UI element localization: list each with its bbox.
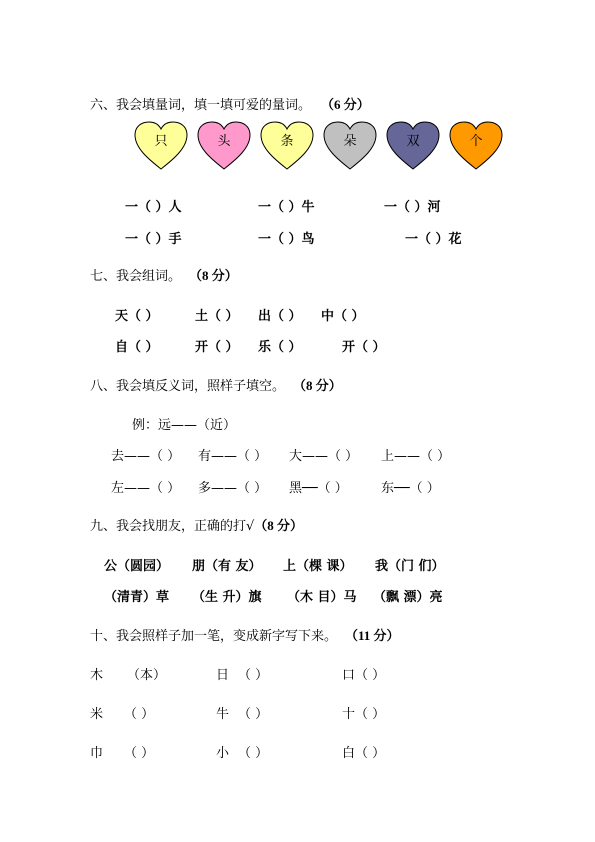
section-7-score: （8 分） [189,268,238,283]
s7-item-5: 自（ ） [115,340,159,355]
s8-item-8: 东──（ ） [381,481,440,496]
s7-item-7: 乐（ ） [258,340,302,355]
s7-item-3: 出（ ） [258,309,302,324]
s7-item-8: 开（ ） [342,340,386,355]
s10-item-6: 十（ ） [342,707,386,722]
s8-item-7: 黑──（ ） [289,481,348,496]
s6-item-6: 一（ ）花 [405,232,462,247]
section-9-title-text: 九、我会找朋友，正确的打√ [90,519,255,534]
heart-label: 头 [217,134,231,149]
s10-char-1: 木 [90,668,104,683]
s9-item-6: （生 升）旗 [192,590,262,605]
s9-item-1: 公（圆园） [104,559,170,574]
s10-char-2: 日 [216,668,230,683]
s10-answer-2: （ ） [238,668,269,683]
s10-answer-7: （ ） [124,746,155,761]
s9-item-5: （清青）草 [104,590,170,605]
s8-item-6: 多——（ ） [198,481,268,496]
section-10-score: （11 分） [345,628,400,643]
s9-item-2: 朋（有 友） [192,559,262,574]
heart-shape [196,121,252,171]
s7-item-4: 中（ ） [321,309,365,324]
section-8-title [90,375,342,394]
section-6-score: （6 分） [321,97,370,112]
s8-item-2: 有——（ ） [198,449,268,464]
s10-char-8: 小 [216,746,230,761]
s8-example: 例：远——（近） [132,418,237,433]
s10-item-3: 口（ ） [342,668,386,683]
heart-shape [133,121,189,171]
heart-label: 个 [469,134,483,149]
s6-item-1: 一（ ）人 [125,200,182,215]
section-7-title-text: 七、我会组词。 [90,269,182,284]
s10-answer-4: （ ） [124,707,155,722]
s10-answer-5: （ ） [238,707,269,722]
s10-char-4: 米 [90,707,104,722]
s6-item-4: 一（ ）手 [125,232,182,247]
section-7-title [90,265,238,284]
s9-item-8: （飘 漂）亮 [373,590,443,605]
s6-item-2: 一（ ）牛 [258,200,315,215]
s10-item-9: 白（ ） [342,746,386,761]
s8-item-1: 去——（ ） [111,449,181,464]
section-9-score: （8 分） [254,518,304,533]
s10-answer-8: （ ） [238,746,269,761]
section-8-title-text: 八、我会填反义词，照样子填空。 [90,379,286,394]
heart-shape [259,121,315,171]
section-6-title [90,94,370,113]
heart-shape [385,121,441,171]
s9-item-3: 上（棵 课） [283,559,353,574]
s8-item-3: 大——（ ） [289,449,359,464]
s10-answer-1: （本） [127,668,167,683]
s7-item-1: 天（ ） [115,309,159,324]
section-10-title-text: 十、我会照样子加一笔，变成新字写下来。 [90,629,338,644]
s6-item-5: 一（ ）鸟 [258,232,315,247]
section-6-title-text: 六、我会填量词，填一填可爱的量词。 [90,98,312,113]
heart-label: 条 [280,134,294,149]
section-9-title [90,515,303,534]
s10-char-7: 巾 [90,746,104,761]
s9-item-4: 我（门 们） [375,559,445,574]
s8-item-4: 上——（ ） [381,449,451,464]
section-8-score: （8 分） [293,378,342,393]
heart-label: 只 [154,134,168,149]
s9-item-7: （木 目）马 [287,590,357,605]
s7-item-2: 土（ ） [195,309,239,324]
s7-item-6: 开（ ） [195,340,239,355]
heart-label: 双 [406,134,420,149]
heart-shape [322,121,378,171]
heart-label: 朵 [343,134,357,149]
s6-item-3: 一（ ）河 [384,200,441,215]
heart-shape [448,121,504,171]
section-10-title [90,625,400,644]
s8-item-5: 左——（ ） [111,481,181,496]
s10-char-5: 牛 [216,707,230,722]
